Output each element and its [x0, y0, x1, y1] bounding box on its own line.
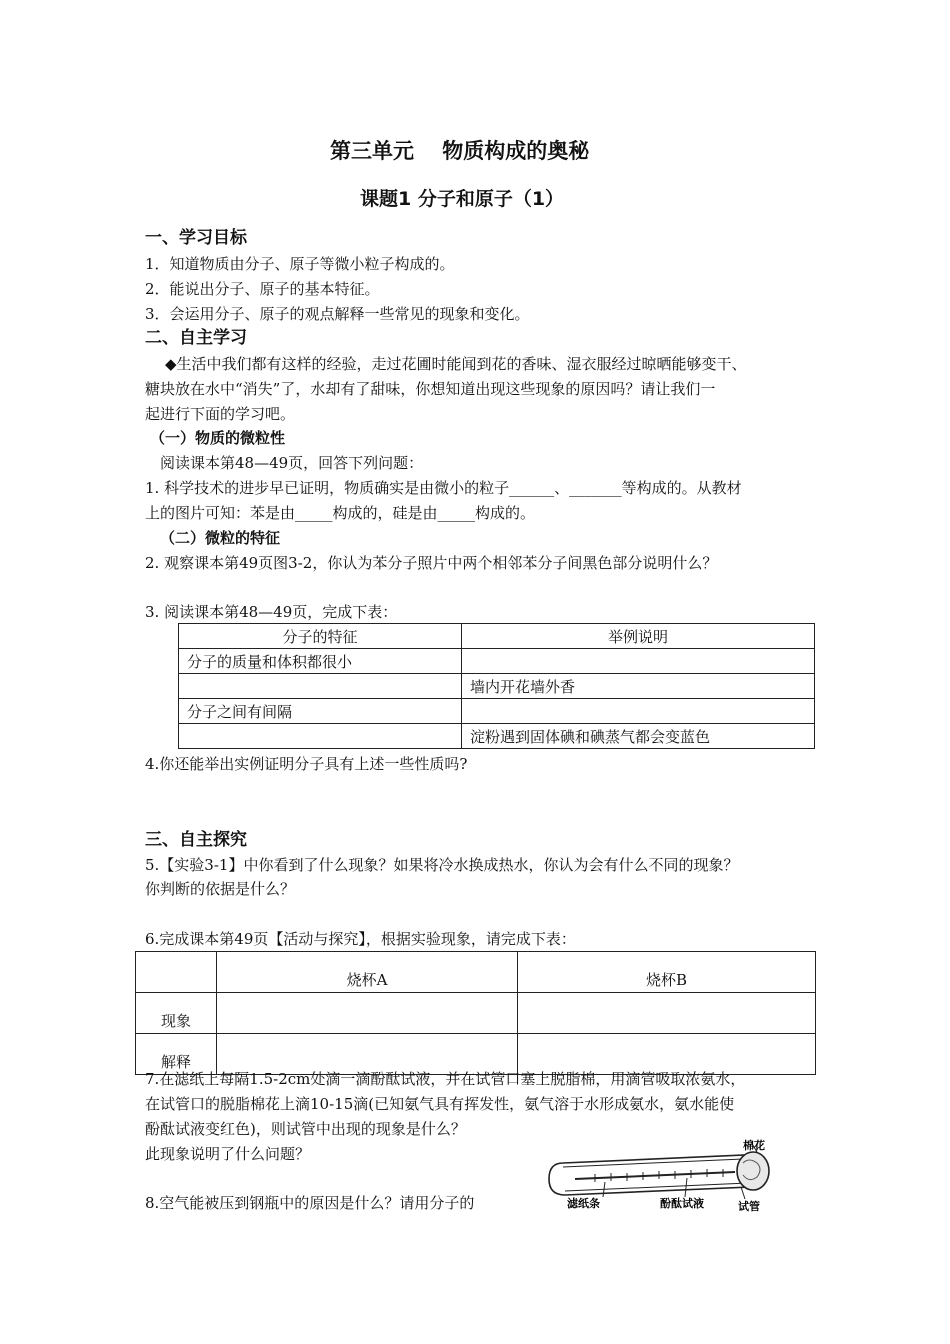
- lesson-subtitle: 课题1 分子和原子（1）: [360, 188, 565, 210]
- intro-line: 起进行下面的学习吧。: [145, 405, 296, 423]
- table-cell-answer[interactable]: [462, 699, 815, 724]
- test-tube-figure: [545, 1135, 785, 1215]
- label-phenolphthalein: 酚酞试液: [660, 1197, 704, 1210]
- row-label-phenomenon: 现象: [136, 993, 217, 1034]
- table-cell: 分子的质量和体积都很小: [179, 649, 462, 674]
- table-cell-answer[interactable]: [179, 674, 462, 699]
- question-1-line: 1. 科学技术的进步早已证明，物质确实是由微小的粒子______、_______等构成的。从教材: [145, 479, 742, 497]
- label-filter-paper: 滤纸条: [567, 1197, 600, 1210]
- intro-line: 糖块放在水中“消失”了，水却有了甜味，你想知道出现这些现象的原因吗？请让我们一: [145, 380, 716, 398]
- page-title: 第三单元 物质构成的奥秘: [330, 139, 590, 163]
- question-4: 4.你还能举出实例证明分子具有上述一些性质吗?: [145, 755, 468, 773]
- table-header-beaker-b: 烧杯B: [518, 952, 816, 993]
- question-7-line: 此现象说明了什么问题？: [145, 1145, 311, 1163]
- goal-item: 1．知道物质由分子、原子等微小粒子构成的。: [145, 255, 455, 273]
- table-cell-answer[interactable]: [518, 993, 816, 1034]
- table-corner: [136, 952, 217, 993]
- question-6: 6.完成课本第49页【活动与探究】，根据实验现象，请完成下表：: [145, 930, 576, 948]
- question-7-line: 7.在滤纸上每隔1.5-2cm处滴一滴酚酞试液，并在试管口塞上脱脂棉，用滴管吸取浓氨水，: [145, 1070, 746, 1088]
- question-5-line: 5.【实验3-1】中你看到了什么现象？如果将冷水换成热水，你认为会有什么不同的现象？: [145, 856, 739, 874]
- question-3: 3. 阅读课本第48—49页，完成下表：: [145, 603, 398, 621]
- table-cell-answer[interactable]: [179, 724, 462, 749]
- subheading-particle-features: （二）微粒的特征: [160, 529, 281, 547]
- label-cotton: 棉花: [743, 1139, 765, 1152]
- goal-item: 3．会运用分子、原子的观点解释一些常见的现象和变化。: [145, 305, 530, 323]
- table-header: 举例说明: [462, 624, 815, 649]
- question-2: 2. 观察课本第49页图3-2，你认为苯分子照片中两个相邻苯分子间黑色部分说明什么？: [145, 554, 718, 572]
- beaker-observation-table: [135, 951, 816, 1075]
- section-heading-self-study: 二、自主学习: [145, 328, 247, 348]
- table-cell: 淀粉遇到固体碘和碘蒸气都会变蓝色: [462, 724, 815, 749]
- section-heading-explore: 三、自主探究: [145, 830, 247, 850]
- table-cell-answer[interactable]: [217, 993, 518, 1034]
- question-1-line: 上的图片可知：苯是由_____构成的，硅是由_____构成的。: [145, 504, 536, 522]
- table-cell: 墙内开花墙外香: [462, 674, 815, 699]
- section-heading-goals: 一、学习目标: [145, 228, 247, 248]
- question-7-line: 在试管口的脱脂棉花上滴10-15滴(已知氨气具有挥发性，氨气溶于水形成氨水，氨水能使: [145, 1095, 735, 1113]
- question-5-line: 你判断的依据是什么？: [145, 880, 296, 898]
- table-cell: 分子之间有间隔: [179, 699, 462, 724]
- filter-paper-strip: [575, 1172, 735, 1179]
- goal-item: 2．能说出分子、原子的基本特征。: [145, 280, 380, 298]
- cotton-plug: [737, 1152, 769, 1190]
- intro-line: ◆生活中我们都有这样的经验，走过花圃时能闻到花的香味、湿衣服经过晾晒能够变干、: [165, 355, 747, 373]
- molecule-features-table: [178, 623, 815, 749]
- question-7-line: 酚酞试液变红色)，则试管中出现的现象是什么？: [145, 1120, 466, 1138]
- row-label-explanation: 解释: [136, 1034, 217, 1075]
- reading-instruction: 阅读课本第48—49页，回答下列问题：: [160, 454, 424, 472]
- table-header: 分子的特征: [179, 624, 462, 649]
- label-test-tube: 试管: [738, 1200, 760, 1213]
- table-cell-answer[interactable]: [462, 649, 815, 674]
- table-header-beaker-a: 烧杯A: [217, 952, 518, 993]
- question-8: 8.空气能被压到钢瓶中的原因是什么？请用分子的: [145, 1194, 475, 1212]
- subheading-particle-nature: （一）物质的微粒性: [150, 429, 286, 447]
